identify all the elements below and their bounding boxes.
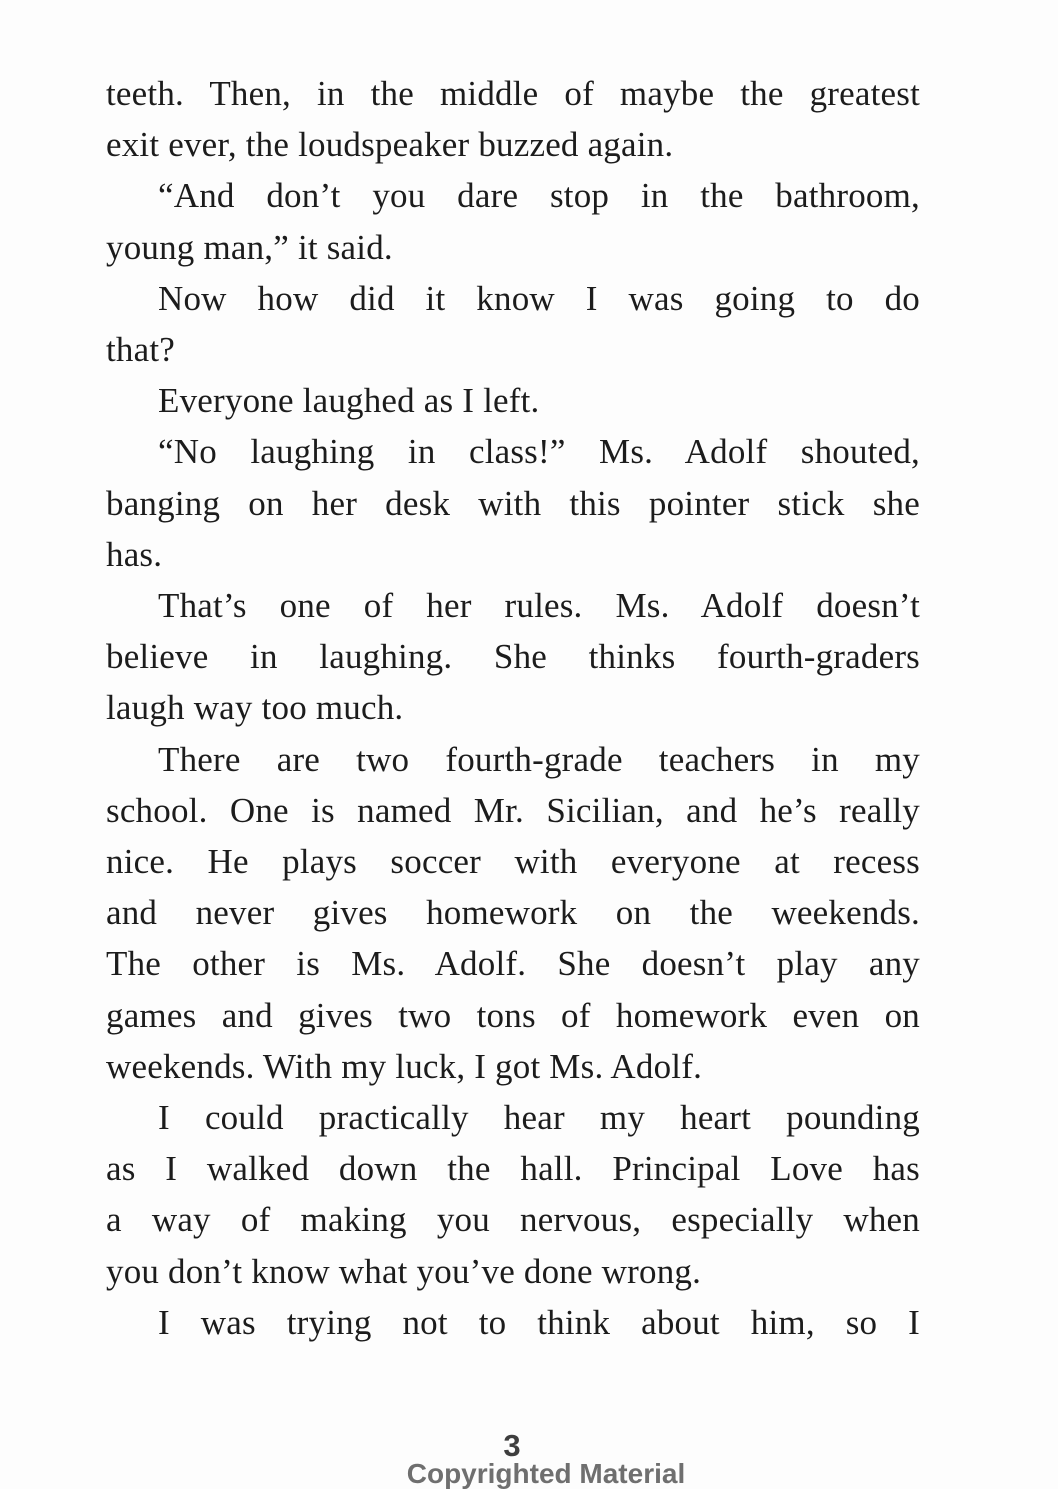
text-line: that? bbox=[106, 330, 176, 370]
text-line: weekends. With my luck, I got Ms. Adolf. bbox=[106, 1046, 703, 1086]
text-line: That’s one of her rules. Ms. Adolf doesn’t bbox=[158, 586, 920, 626]
text-line: “And don’t you dare stop in the bathroom, bbox=[158, 176, 920, 216]
text-line: you don’t know what you’ve done wrong. bbox=[106, 1251, 702, 1291]
text-line: a way of making you nervous, especially when bbox=[106, 1200, 920, 1240]
text-line: banging on her desk with this pointer stick she bbox=[106, 483, 920, 523]
text-line: school. One is named Mr. Sicilian, and he’s really bbox=[106, 790, 920, 830]
page-number: 3 bbox=[503, 1428, 521, 1463]
text-line: as I walked down the hall. Principal Love has bbox=[106, 1149, 920, 1189]
text-line: There are two fourth-grade teachers in my bbox=[158, 739, 920, 779]
text-line: and never gives homework on the weekends. bbox=[106, 893, 920, 933]
text-line: exit ever, the loudspeaker buzzed again. bbox=[106, 125, 674, 165]
copyright-watermark: Copyrighted Material bbox=[406, 1458, 686, 1489]
text-line: The other is Ms. Adolf. She doesn’t play any bbox=[106, 944, 920, 984]
text-line: Everyone laughed as I left. bbox=[158, 381, 540, 421]
text-line: has. bbox=[106, 534, 163, 574]
text-line: young man,” it said. bbox=[106, 227, 393, 267]
text-line: I was trying not to think about him, so I bbox=[158, 1302, 920, 1342]
page-text bbox=[106, 68, 920, 1348]
text-line: nice. He plays soccer with everyone at recess bbox=[106, 842, 920, 882]
text-line: I could practically hear my heart pounding bbox=[158, 1098, 920, 1138]
text-line: believe in laughing. She thinks fourth-graders bbox=[106, 637, 920, 677]
text-line: teeth. Then, in the middle of maybe the greatest bbox=[106, 74, 920, 113]
text-line: games and gives two tons of homework even on bbox=[106, 995, 920, 1035]
text-line: Now how did it know I was going to do bbox=[158, 278, 920, 318]
text-line: “No laughing in class!” Ms. Adolf shouted, bbox=[158, 432, 920, 472]
text-line: laugh way too much. bbox=[106, 688, 404, 728]
